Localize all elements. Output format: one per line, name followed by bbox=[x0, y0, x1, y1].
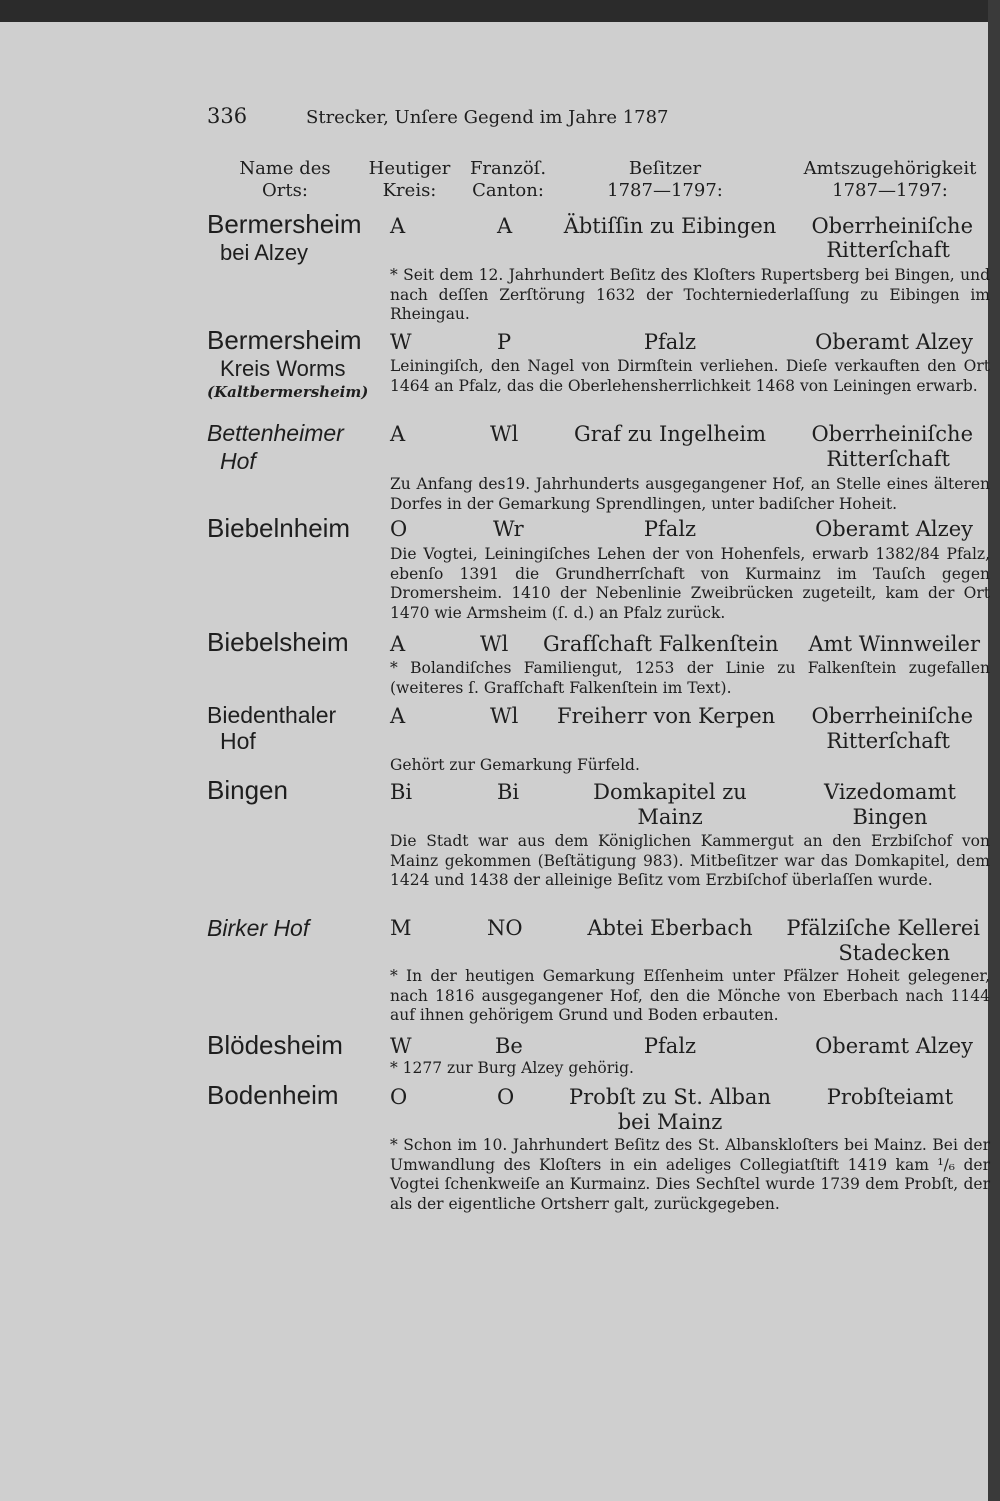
entry-canton: Wl bbox=[480, 632, 509, 656]
entry-name-line3: (Kaltbermersheim) bbox=[207, 383, 369, 401]
entry-besitzer: Pfalz bbox=[643, 1034, 697, 1058]
entry-amt: Pfälziſche Kellerei bbox=[786, 916, 980, 940]
entry-canton: A bbox=[497, 214, 513, 238]
entry-kreis: Bi bbox=[390, 780, 413, 804]
entry-kreis: A bbox=[390, 422, 406, 446]
entry-besitzer: Freiherr von Kerpen bbox=[557, 704, 776, 728]
entry-name: Blödesheim bbox=[207, 1030, 343, 1060]
entry-besitzer-line2: bei Mainz bbox=[617, 1110, 723, 1134]
entry-kreis: O bbox=[390, 1085, 408, 1109]
entry-amt: Oberamt Alzey bbox=[815, 517, 973, 541]
entry-besitzer: Domkapitel zu bbox=[593, 780, 747, 804]
entry-name: Biebelnheim bbox=[207, 513, 351, 543]
entry-note: * Bolandiſches Familiengut, 1253 der Linie zu Falkenſtein zugefallen (weiteres ſ. Grafſchaft Falkenſtein im Text). bbox=[390, 659, 990, 697]
entry-besitzer: Äbtiſſin zu Eibingen bbox=[563, 214, 777, 238]
entry-kreis: O bbox=[390, 517, 408, 541]
entry-name: Bermersheim bbox=[207, 325, 362, 355]
entry-canton: NO bbox=[487, 916, 523, 940]
entry-amt: Oberrheiniſche bbox=[811, 214, 973, 238]
entry-canton: Wr bbox=[493, 517, 524, 541]
entry-note: * In der heutigen Gemarkung Eſſenheim unter Pfälzer Hoheit gelegener, nach 1816 ausgegangener Hof, den die Mönche von Eberbach nach 1144 auf ihnen gehörigem Grund und Boden erbauten. bbox=[390, 967, 990, 1024]
entry-note: Die Vogtei, Leiningiſches Lehen der von Hohenfels, erwarb 1382/84 Pfalz, ebenſo 1391 die Grundherrſchaft von Kurmainz im Tauſch gegen Dromersheim. 1410 der Nebenlinie Zweibrücken zugeteilt, kam der Ort 1470 wie Armsheim (ſ. d.) an Pfalz zurück. bbox=[390, 545, 990, 622]
page-number: 336 bbox=[207, 104, 248, 128]
entry-kreis: W bbox=[390, 330, 412, 354]
entry-amt: Oberamt Alzey bbox=[815, 330, 973, 354]
entry-kreis: A bbox=[390, 704, 406, 728]
entry-kreis: M bbox=[390, 916, 412, 940]
entry-amt-line2: Ritterſchaft bbox=[826, 447, 950, 471]
column-heading-name: Name des Orts: bbox=[239, 158, 331, 201]
entry-name: Bingen bbox=[207, 775, 288, 805]
entry-name: Biedenthaler bbox=[207, 702, 337, 728]
entry-name: Birker Hof bbox=[207, 915, 310, 941]
entry-name-line2: bei Alzey bbox=[220, 240, 309, 265]
column-heading-besitzer: Beſitzer 1787—1797: bbox=[607, 158, 723, 201]
entry-amt: Oberrheiniſche bbox=[811, 422, 973, 446]
entry-canton: Bi bbox=[497, 780, 520, 804]
entry-amt-line2: Bingen bbox=[852, 805, 928, 829]
column-heading-canton: Franzöſ. Canton: bbox=[469, 158, 547, 201]
entry-kreis: W bbox=[390, 1034, 412, 1058]
entry-amt: Amt Winnweiler bbox=[808, 632, 980, 656]
entry-canton: Wl bbox=[490, 704, 519, 728]
entry-name: Bodenheim bbox=[207, 1080, 339, 1110]
entry-note: * Schon im 10. Jahrhundert Beſitz des St. Albanskloſters bei Mainz. Bei der Umwandlung des Kloſters in ein adeliges Collegiatſtift 1419 kam ¹/₆ der Vogtei ſchenkweiſe an Kurmainz. Dies Sechſtel wurde 1739 dem Probſt, der als der eigentliche Ortsherr galt, zurückgegeben. bbox=[390, 1136, 990, 1213]
entry-canton: O bbox=[497, 1085, 515, 1109]
entry-amt-line2: Ritterſchaft bbox=[826, 238, 950, 262]
entry-canton: Be bbox=[495, 1034, 523, 1058]
entry-besitzer: Graf zu Ingelheim bbox=[573, 422, 767, 446]
entry-name: Bermersheim bbox=[207, 209, 362, 239]
entry-besitzer: Grafſchaft Falkenſtein bbox=[543, 632, 779, 656]
entry-amt: Oberrheiniſche bbox=[811, 704, 973, 728]
entry-amt: Oberamt Alzey bbox=[815, 1034, 973, 1058]
entry-kreis: A bbox=[390, 214, 406, 238]
entry-note: Leiningiſch, den Nagel von Dirmſtein verliehen. Dieſe verkauften den Ort 1464 an Pfalz, das die Oberlehensherrlichkeit 1468 von Leiningen erwarb. bbox=[390, 357, 990, 395]
entry-note: Zu Anfang des19. Jahrhunderts ausgegangener Hof, an Stelle eines älteren Dorfes in der Gemarkung Sprendlingen, unter badiſcher Hoheit. bbox=[390, 475, 990, 513]
entry-canton: P bbox=[497, 330, 512, 354]
entry-besitzer: Abtei Eberbach bbox=[587, 916, 753, 940]
entry-besitzer: Pfalz bbox=[643, 517, 697, 541]
entry-amt-line2: Stadecken bbox=[838, 941, 950, 965]
entry-besitzer: Probſt zu St. Alban bbox=[569, 1085, 771, 1109]
entry-note: Die Stadt war aus dem Königlichen Kammergut an den Erzbiſchof von Mainz gekommen (Beſtätigung 983). Mitbeſitzer war das Domkapitel, dem 1424 und 1438 der alleinige Beſitz vom Erzbiſchof überlaſſen wurde. bbox=[390, 832, 990, 889]
entry-amt: Vizedomamt bbox=[824, 780, 956, 804]
entry-name-line2: Hof bbox=[220, 728, 256, 754]
entry-name: Bettenheimer bbox=[207, 420, 344, 446]
entry-kreis: A bbox=[390, 632, 406, 656]
entry-besitzer: Pfalz bbox=[643, 330, 697, 354]
entry-besitzer-line2: Mainz bbox=[637, 805, 703, 829]
entry-note: Gehört zur Gemarkung Fürfeld. bbox=[390, 756, 640, 774]
entry-amt: Probſteiamt bbox=[826, 1085, 954, 1109]
entry-name-line2: Kreis Worms bbox=[220, 356, 346, 381]
column-heading-kreis: Heutiger Kreis: bbox=[368, 158, 451, 201]
entry-amt-line2: Ritterſchaft bbox=[826, 729, 950, 753]
entry-note: * 1277 zur Burg Alzey gehörig. bbox=[390, 1059, 634, 1077]
entry-name: Biebelsheim bbox=[207, 627, 349, 657]
running-title: Strecker, Unſere Gegend im Jahre 1787 bbox=[306, 107, 669, 128]
entry-name-line2: Hof bbox=[220, 448, 256, 474]
column-heading-amt: Amtszugehörigkeit 1787—1797: bbox=[803, 158, 977, 201]
entry-note: * Seit dem 12. Jahrhundert Beſitz des Kloſters Rupertsberg bei Bingen, und nach deſſen Zerſtörung 1632 der Tochterniederlaſſung zu Eibingen im Rheingau. bbox=[390, 266, 990, 323]
entry-canton: Wl bbox=[490, 422, 519, 446]
